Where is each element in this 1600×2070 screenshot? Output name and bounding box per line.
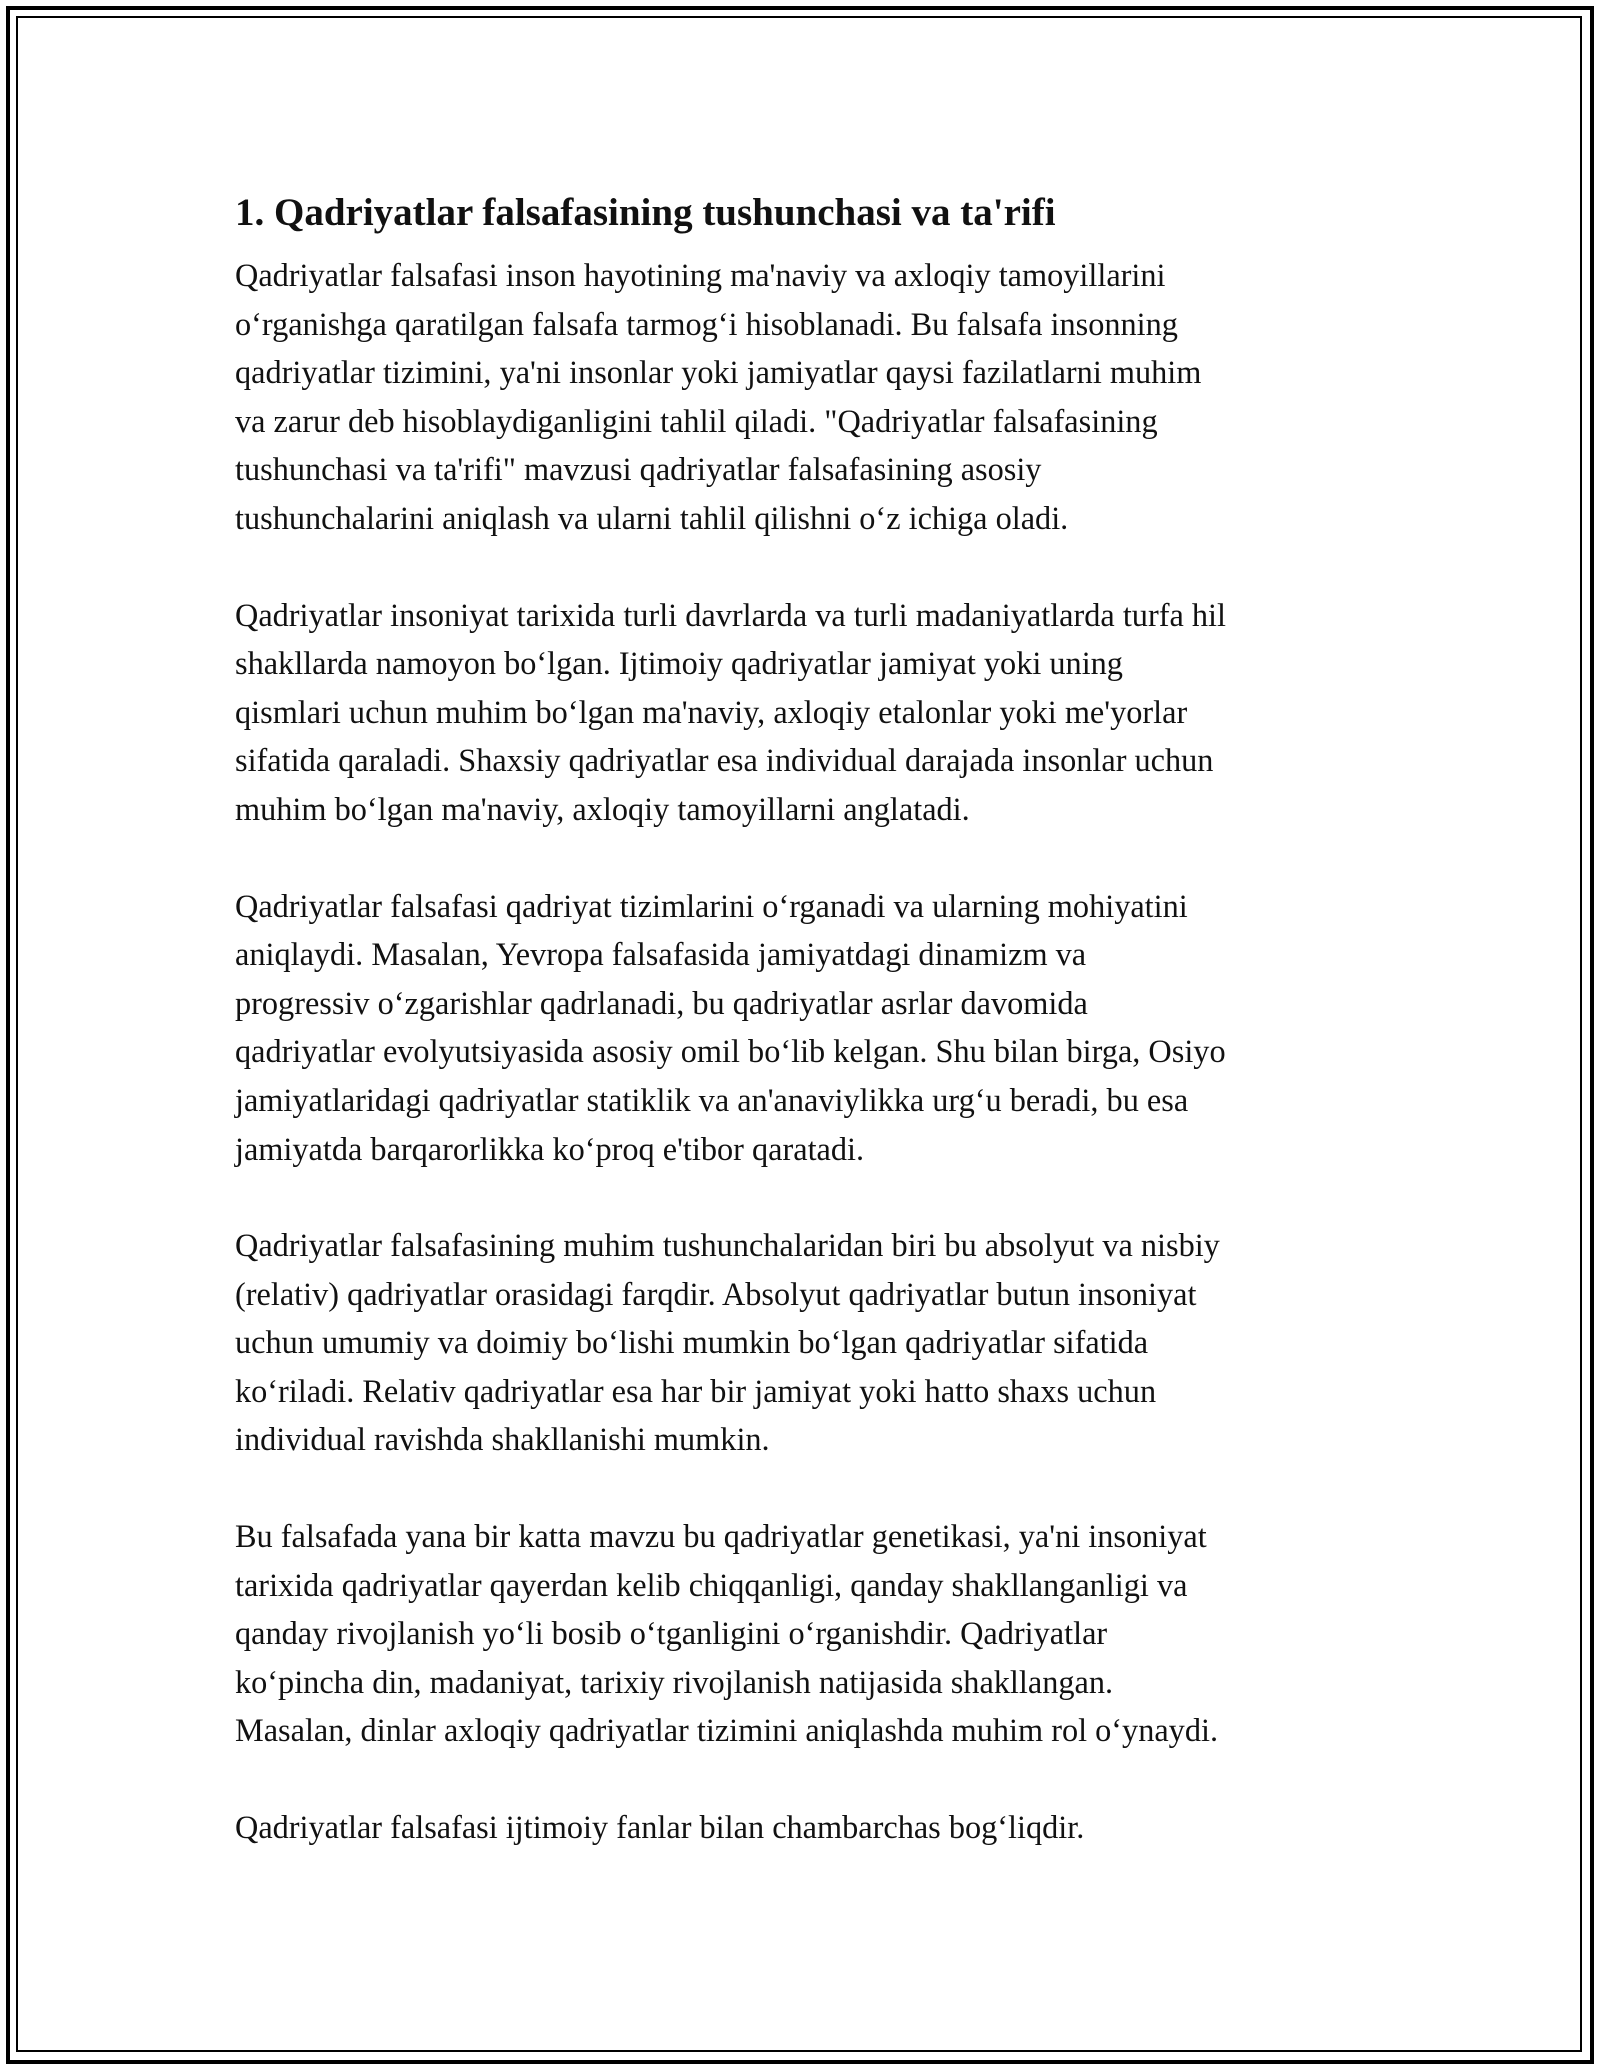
text-line: individual ravishda shakllanishi mumkin. [235, 1421, 770, 1458]
text-line: Qadriyatlar insoniyat tarixida turli davrlarda va turli madaniyatlarda turfa hil [235, 596, 1226, 633]
text-line: qanday rivojlanish yo‘li bosib o‘tganligini o‘rganishdir. Qadriyatlar [235, 1615, 1108, 1652]
text-line: Qadriyatlar falsafasi inson hayotining ma'naviy va axloqiy tamoyillarini [235, 257, 1166, 293]
text-line: qismlari uchun muhim bo‘lgan ma'naviy, axloqiy etalonlar yoki me'yorlar [235, 693, 1188, 730]
text-line: progressiv o‘zgarishlar qadrlanadi, bu qadriyatlar asrlar davomida [235, 984, 1088, 1021]
paragraph-5 [235, 1512, 1375, 1755]
text-line: qadriyatlar tizimini, ya'ni insonlar yoki jamiyatlar qaysi fazilatlarni muhim [235, 354, 1202, 391]
text-line: Qadriyatlar falsafasi ijtimoiy fanlar bilan chambarchas bog‘liqdir. [235, 1809, 1085, 1846]
text-line: o‘rganishga qaratilgan falsafa tarmog‘i hisoblanadi. Bu falsafa insonning [235, 305, 1178, 342]
paragraph-4 [235, 1221, 1375, 1464]
text-line: jamiyatda barqarorlikka ko‘proq e'tibor qaratadi. [235, 1130, 865, 1167]
text-line: tushunchasi va ta'rifi" mavzusi qadriyatlar falsafasining asosiy [235, 451, 1042, 488]
text-line: qadriyatlar evolyutsiyasida asosiy omil bo‘lib kelgan. Shu bilan birga, Osiyo [235, 1033, 1226, 1070]
text-line: Bu falsafada yana bir katta mavzu bu qadriyatlar genetikasi, ya'ni insoniyat [235, 1518, 1207, 1555]
text-line: tarixida qadriyatlar qayerdan kelib chiqqanligi, qanday shakllanganligi va [235, 1566, 1188, 1603]
text-line: tushunchalarini aniqlash va ularni tahlil qilishni o‘z ichiga oladi. [235, 499, 1069, 536]
text-line: ko‘riladi. Relativ qadriyatlar esa har bir jamiyat yoki hatto shaxs uchun [235, 1372, 1157, 1409]
text-line: ko‘pincha din, madaniyat, tarixiy rivojlanish natijasida shakllangan. [235, 1663, 1114, 1700]
paragraph-6 [235, 1803, 1375, 1852]
text-line: (relativ) qadriyatlar orasidagi farqdir. Absolyut qadriyatlar butun insoniyat [235, 1275, 1197, 1312]
section-heading: 1. Qadriyatlar falsafasining tushunchasi va ta'rifi [235, 191, 1056, 234]
paragraph-3 [235, 882, 1375, 1174]
text-line: sifatida qaraladi. Shaxsiy qadriyatlar esa individual darajada insonlar uchun [235, 742, 1214, 779]
document-body [235, 183, 1375, 1900]
text-line: Qadriyatlar falsafasi qadriyat tizimlarini o‘rganadi va ularning mohiyatini [235, 887, 1188, 924]
text-line: va zarur deb hisoblaydiganligini tahlil qiladi. "Qadriyatlar falsafasining [235, 402, 1158, 439]
text-line: shakllarda namoyon bo‘lgan. Ijtimoiy qadriyatlar jamiyat yoki uning [235, 645, 1123, 682]
text-line: uchun umumiy va doimiy bo‘lishi mumkin bo‘lgan qadriyatlar sifatida [235, 1324, 1149, 1361]
text-line: Masalan, dinlar axloqiy qadriyatlar tizimini aniqlashda muhim rol o‘ynaydi. [235, 1712, 1219, 1749]
text-line: aniqlaydi. Masalan, Yevropa falsafasida jamiyatdagi dinamizm va [235, 936, 1087, 973]
text-line: muhim bo‘lgan ma'naviy, axloqiy tamoyillarni anglatadi. [235, 790, 970, 827]
text-line: jamiyatlaridagi qadriyatlar statiklik va an'anaviylikka urg‘u beradi, bu esa [235, 1081, 1189, 1118]
paragraph-2 [235, 591, 1375, 834]
text-line: Qadriyatlar falsafasining muhim tushunchalaridan biri bu absolyut va nisbiy [235, 1227, 1220, 1264]
paragraph-1 [235, 251, 1375, 543]
